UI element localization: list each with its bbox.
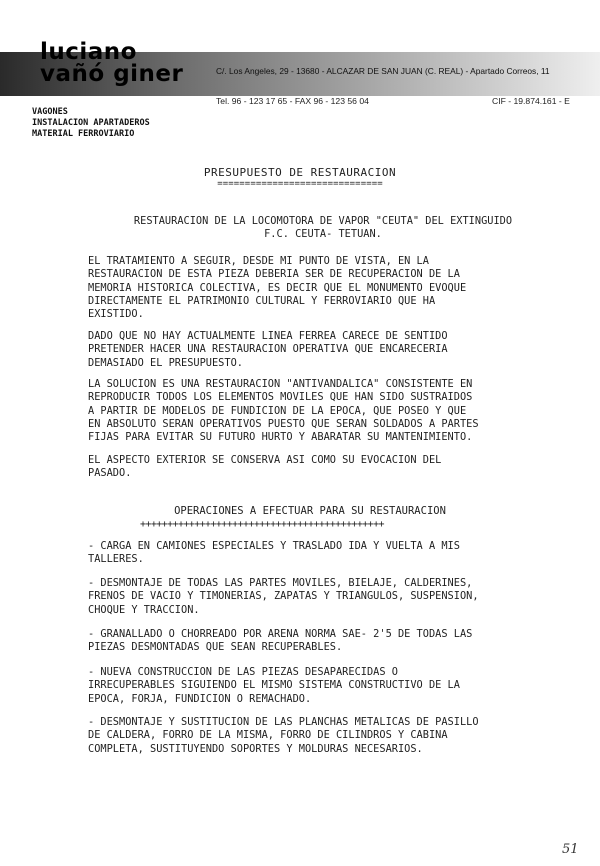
operation-item bbox=[88, 716, 558, 756]
paragraph bbox=[88, 378, 558, 444]
company-cif: CIF - 19.874.161 - E bbox=[492, 96, 570, 106]
service-item: VAGONES bbox=[32, 107, 68, 117]
operation-line: - DESMONTAJE DE TODAS LAS PARTES MOVILES, BIELAJE, CALDERINES, bbox=[88, 577, 473, 589]
document-title: PRESUPUESTO DE RESTAURACION bbox=[203, 166, 397, 179]
operation-item bbox=[88, 577, 558, 617]
operation-line: IRRECUPERABLES SIGUIENDO EL MISMO SISTEMA CONSTRUCTIVO DE LA bbox=[88, 679, 460, 692]
company-contact: Tel. 96 - 123 17 65 - FAX 96 - 123 56 04 bbox=[216, 96, 369, 106]
service-item: INSTALACION APARTADEROS bbox=[32, 118, 150, 128]
operation-line: - GRANALLADO O CHORREADO POR ARENA NORMA SAE- 2'5 DE TODAS LAS bbox=[88, 628, 473, 640]
service-item: MATERIAL FERROVIARIO bbox=[32, 129, 135, 139]
paragraph-line: EL TRATAMIENTO A SEGUIR, DESDE MI PUNTO DE VISTA, EN LA bbox=[88, 255, 429, 267]
paragraph-line: EL ASPECTO EXTERIOR SE CONSERVA ASI COMO SU EVOCACION DEL bbox=[88, 454, 442, 466]
paragraph bbox=[88, 454, 558, 481]
title-underline: ============================== bbox=[217, 179, 383, 189]
company-address: C/. Los Angeles, 29 - 13680 - ALCAZAR DE SAN JUAN (C. REAL) - Apartado Correos, 11 bbox=[216, 66, 550, 76]
operation-line: PIEZAS DESMONTADAS QUE SEAN RECUPERABLES. bbox=[88, 641, 343, 654]
operation-line: CHOQUE Y TRACCION. bbox=[88, 603, 200, 616]
paragraph-line: PASADO. bbox=[88, 467, 132, 480]
subject-block bbox=[88, 215, 558, 242]
paragraph bbox=[88, 255, 558, 321]
operations-underline: +++++++++++++++++++++++++++++++++++++++++++++ bbox=[140, 519, 384, 530]
operations-title: OPERACIONES A EFECTUAR PARA SU RESTAURACION bbox=[174, 505, 446, 517]
subject-line: RESTAURACION DE LA LOCOMOTORA DE VAPOR "CEUTA" DEL EXTINGUIDO bbox=[133, 215, 513, 227]
paragraph-line: REPRODUCIR TODOS LOS ELEMENTOS MOVILES QUE HAN SIDO SUSTRAIDOS bbox=[88, 391, 473, 404]
page-number: 51 bbox=[562, 842, 579, 857]
paragraph-line: A PARTIR DE MODELOS DE FUNDICION DE LA EPOCA, QUE POSEO Y QUE bbox=[88, 404, 467, 417]
services-list bbox=[32, 107, 150, 140]
operation-line: EPOCA, FORJA, FUNDICION O REMACHADO. bbox=[88, 692, 312, 705]
paragraph-line: DIRECTAMENTE EL PATRIMONIO CULTURAL Y FERROVIARIO QUE HA bbox=[88, 294, 436, 307]
brand-line-1: luciano bbox=[40, 39, 137, 65]
subject-line: F.C. CEUTA- TETUAN. bbox=[264, 228, 382, 241]
operation-item bbox=[88, 628, 558, 655]
paragraph-line: DEMASIADO EL PRESUPUESTO. bbox=[88, 356, 243, 369]
operation-line: - NUEVA CONSTRUCCION DE LAS PIEZAS DESAPARECIDAS O bbox=[88, 666, 398, 678]
paragraph-line: EN ABSOLUTO SERAN OPERATIVOS PUESTO QUE SERAN SOLDADOS A PARTES bbox=[88, 417, 479, 430]
operation-line: - CARGA EN CAMIONES ESPECIALES Y TRASLADO IDA Y VUELTA A MIS bbox=[88, 540, 460, 552]
operation-line: FRENOS DE VACIO Y TIMONERIAS, ZAPATAS Y TRIANGULOS, SUSPENSION, bbox=[88, 590, 479, 603]
paragraph-line: LA SOLUCION ES UNA RESTAURACION "ANTIVANDALICA" CONSISTENTE EN bbox=[88, 378, 473, 390]
operation-line: COMPLETA, SUSTITUYENDO SOPORTES Y MOLDURAS NECESARIOS. bbox=[88, 742, 423, 755]
paragraph-line: FIJAS PARA EVITAR SU FUTURO HURTO Y ABARATAR SU MANTENIMIENTO. bbox=[88, 431, 473, 444]
paragraph-line: EXISTIDO. bbox=[88, 308, 144, 321]
company-logo bbox=[40, 39, 184, 87]
paragraph-line: DADO QUE NO HAY ACTUALMENTE LINEA FERREA CARECE DE SENTIDO bbox=[88, 330, 448, 342]
operation-line: DE CALDERA, FORRO DE LA MISMA, FORRO DE CILINDROS Y CABINA bbox=[88, 729, 448, 742]
brand-line-2: vañó giner bbox=[40, 61, 184, 87]
operation-item bbox=[88, 540, 558, 567]
operation-line: TALLERES. bbox=[88, 553, 144, 566]
operation-line: - DESMONTAJE Y SUSTITUCION DE LAS PLANCHAS METALICAS DE PASILLO bbox=[88, 716, 479, 728]
paragraph-line: PRETENDER HACER UNA RESTAURACION OPERATIVA QUE ENCARECERIA bbox=[88, 343, 448, 356]
operation-item bbox=[88, 666, 558, 706]
paragraph bbox=[88, 330, 558, 370]
paragraph-line: RESTAURACION DE ESTA PIEZA DEBERIA SER DE RECUPERACION DE LA bbox=[88, 268, 460, 281]
paragraph-line: MEMORIA HISTORICA COLECTIVA, ES DECIR QUE EL MONUMENTO EVOQUE bbox=[88, 281, 467, 294]
